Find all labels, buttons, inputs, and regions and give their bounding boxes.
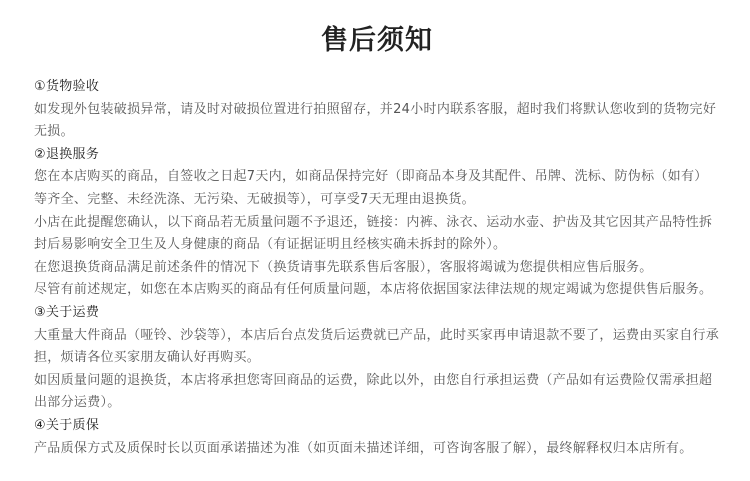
section-paragraph: 产品质保方式及质保时长以页面承诺描述为准（如页面未描述详细，可咨询客服了解），最终解释权归本店所有。 <box>34 440 693 456</box>
section-paragraph: 您在本店购买的商品，自签收之日起7天内，如商品保持完好（即商品本身及其配件、吊牌、洗标、防伪标（如有）等齐全、完整、未经洗涤、无污染、无破损等），可享受7天无理由退换货。 <box>34 169 708 207</box>
section-paragraph: 小店在此提醒您确认，以下商品若无质量问题不予退还，链接：内裤、泳衣、运动水壶、护齿及其它因其产品特性拆封后易影响安全卫生及人身健康的商品（有证据证明且经核实确未拆封的除外）。 <box>34 214 713 253</box>
section-heading: ②退换服务 <box>34 146 100 162</box>
section-heading: ④关于质保 <box>34 417 100 433</box>
section-goods-inspection <box>34 76 720 144</box>
section-shipping-fees <box>34 302 720 415</box>
section-paragraph: 如因质量问题的退换货，本店将承担您寄回商品的运费，除此以外，由您自行承担运费（产品如有运费险仅需承担超出部分运费）。 <box>34 372 713 411</box>
section-paragraph: 在您退换货商品满足前述条件的情况下（换货请事先联系售后客服），客服将竭诚为您提供相应售后服务。 <box>34 259 653 275</box>
section-heading: ①货物验收 <box>34 79 100 94</box>
section-paragraph: 尽管有前述规定，如您在本店购买的商品有任何质量问题，本店将依据国家法律法规的规定竭诚为您提供售后服务。 <box>34 282 713 298</box>
page-title: 售后须知 <box>321 25 433 56</box>
section-returns-service <box>34 144 720 302</box>
notice-content <box>34 76 720 460</box>
section-warranty <box>34 415 720 460</box>
section-paragraph: 如发现外包装破损异常，请及时对破损位置进行拍照留存，并24小时内联系客服，超时我们将默认您收到的货物完好无损。 <box>34 101 717 140</box>
section-paragraph: 大重量大件商品（哑铃、沙袋等），本店后台点发货后运费就已产品，此时买家再申请退款不要了，运费由买家自行承担，烦请各位买家朋友确认好再购买。 <box>34 327 720 366</box>
section-heading: ③关于运费 <box>34 304 100 320</box>
